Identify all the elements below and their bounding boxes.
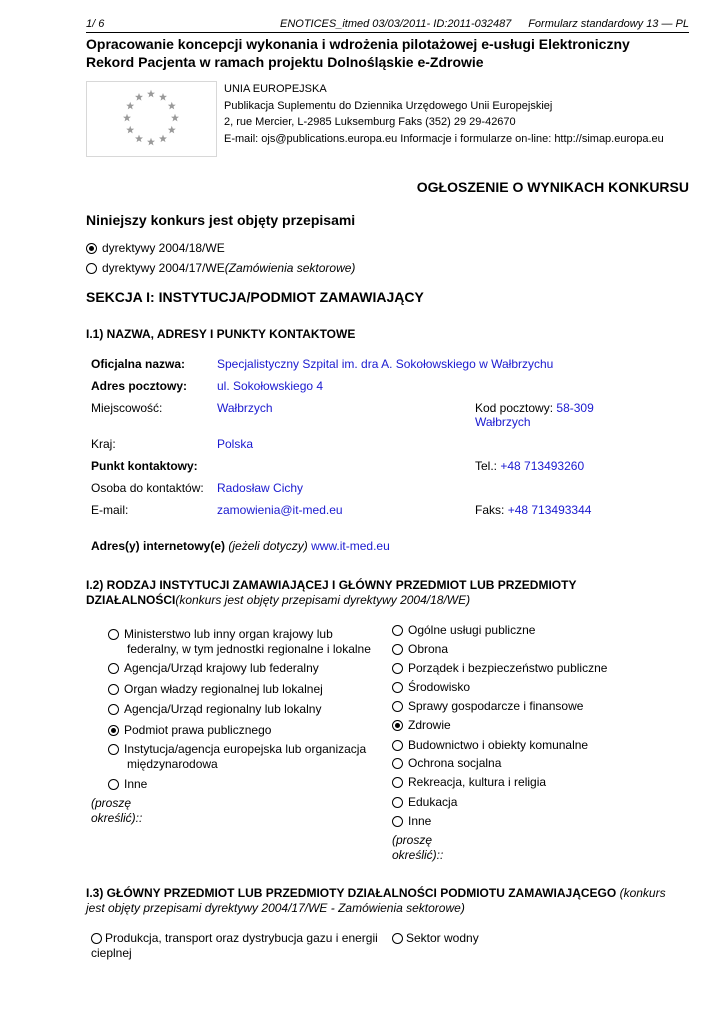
star-icon: [168, 102, 176, 110]
main-activity-option[interactable]: [392, 738, 588, 753]
title-line-2: Rekord Pacjenta w ramach projektu Dolnośląskie e-Zdrowie: [86, 54, 484, 70]
radio-empty-icon[interactable]: [392, 701, 403, 712]
star-icon: [168, 126, 176, 134]
city-value: Wałbrzych: [217, 401, 273, 415]
eu-stars-icon: [87, 82, 216, 156]
activity-type-option[interactable]: [108, 661, 319, 676]
i1-heading: I.1) NAZWA, ADRESY I PUNKTY KONTAKTOWE: [86, 327, 356, 341]
option-label: Obrona: [408, 642, 449, 656]
star-icon: [126, 126, 134, 134]
radio-empty-icon[interactable]: [392, 663, 403, 674]
option-label: Rekreacja, kultura i religia: [408, 775, 547, 789]
star-icon: [159, 135, 167, 143]
option-label: Sprawy gospodarcze i finansowe: [408, 699, 584, 713]
notice-title: OGŁOSZENIE O WYNIKACH KONKURSU: [416, 179, 689, 195]
star-icon: [147, 90, 155, 98]
option-label: Porządek i bezpieczeństwo publiczne: [408, 661, 608, 675]
option-label: Ochrona socjalna: [408, 756, 502, 770]
main-activity-option-selected[interactable]: [392, 718, 451, 733]
option-label: Agencja/Urząd krajowy lub federalny: [124, 661, 319, 675]
i3-note-2: jest objęty przepisami dyrektywy 2004/17/WE - Zamówienia sektorowe): [86, 901, 465, 915]
postal-address-label: Adres pocztowy:: [91, 379, 188, 393]
radio-empty-icon[interactable]: [108, 704, 119, 715]
web-address: [91, 539, 390, 553]
radio-empty-icon[interactable]: [86, 263, 97, 274]
option-label: Organ władzy regionalnej lub lokalnej: [124, 682, 323, 696]
option-label: Budownictwo i obiekty komunalne: [408, 738, 589, 752]
main-activity-option[interactable]: [392, 795, 457, 810]
radio-selected-icon[interactable]: [108, 725, 119, 736]
option-note: (Zamówienia sektorowe): [224, 261, 356, 275]
specify-line-2: określić)::: [91, 811, 143, 825]
star-icon: [135, 93, 143, 101]
star-icon: [171, 114, 179, 122]
star-icon: [147, 138, 155, 146]
main-activity-option[interactable]: [392, 680, 470, 695]
contact-person-label: Osoba do kontaktów:: [91, 481, 204, 495]
radio-empty-icon[interactable]: [392, 644, 403, 655]
activity-type-option[interactable]: [108, 777, 147, 792]
i2-heading-line-2: DZIAŁALNOŚCI: [86, 593, 176, 607]
i2-heading-note: (konkurs jest objęty przepisami dyrektywy 2004/18/WE): [175, 593, 471, 607]
official-name-label: Oficjalna nazwa:: [91, 357, 186, 371]
eu-publication: Publikacja Suplementu do Dziennika Urzędowego Unii Europejskiej: [224, 99, 553, 112]
page-number: 1/ 6: [86, 18, 105, 30]
radio-empty-icon[interactable]: [392, 816, 403, 827]
eu-name: UNIA EUROPEJSKA: [224, 83, 327, 95]
activity-type-option[interactable]: [108, 702, 321, 717]
radio-empty-icon[interactable]: [108, 663, 119, 674]
fax-label: Faks:: [475, 503, 505, 517]
official-name-value: Specjalistyczny Szpital im. dra A. Sokołowskiego w Wałbrzychu: [217, 357, 554, 371]
activity-type-option-selected[interactable]: [108, 723, 271, 738]
radio-empty-icon[interactable]: [108, 629, 119, 640]
phone-value: +48 713493260: [500, 459, 585, 473]
main-activity-option[interactable]: [392, 623, 535, 638]
eu-address: 2, rue Mercier, L-2985 Luksemburg Faks (352) 29 29-42670: [224, 116, 516, 128]
directive-option-2004-17[interactable]: [86, 261, 355, 275]
i2-heading-line-1: I.2) RODZAJ INSTYTUCJI ZAMAWIAJĄCEJ I GŁÓWNY PRZEDMIOT LUB PRZEDMIOTY: [86, 578, 577, 592]
option-label: Inne: [408, 814, 432, 828]
star-icon: [135, 135, 143, 143]
radio-empty-icon[interactable]: [392, 682, 403, 693]
main-activity-option[interactable]: [392, 699, 583, 714]
web-address-value[interactable]: www.it-med.eu: [311, 539, 390, 553]
star-icon: [159, 93, 167, 101]
option-label: Produkcja, transport oraz dystrybucja gazu i energii: [105, 931, 378, 945]
postal-code: [475, 401, 594, 415]
postal-city-value: Wałbrzych: [475, 415, 531, 429]
option-label: Inne: [124, 777, 148, 791]
main-activity-option[interactable]: [392, 775, 546, 790]
section-1-heading: SEKCJA I: INSTYTUCJA/PODMIOT ZAMAWIAJĄCY: [86, 289, 424, 305]
radio-empty-icon[interactable]: [392, 625, 403, 636]
option-label: Zdrowie: [408, 718, 451, 732]
option-label-cont: międzynarodowa: [127, 757, 218, 771]
contact-person-value: Radosław Cichy: [217, 481, 304, 495]
option-label: Sektor wodny: [406, 931, 479, 945]
sector-option[interactable]: [91, 931, 378, 946]
specify-line-1: (proszę: [392, 833, 433, 847]
sector-option[interactable]: [392, 931, 479, 946]
star-icon: [126, 102, 134, 110]
eu-publication-info: [224, 81, 664, 147]
phone: [475, 459, 584, 473]
radio-empty-icon[interactable]: [392, 777, 403, 788]
option-label: dyrektywy 2004/17/WE: [102, 261, 225, 275]
notice-id: ENOTICES_itmed 03/03/2011- ID:2011-032487: [280, 18, 512, 30]
option-label: Ogólne usługi publiczne: [408, 623, 536, 637]
form-name: Formularz standardowy 13 — PL: [528, 18, 689, 30]
postal-code-label: Kod pocztowy:: [475, 401, 554, 415]
i3-heading: [86, 886, 686, 916]
web-address-note: (jeżeli dotyczy): [228, 539, 308, 553]
eu-flag-logo: [86, 81, 217, 157]
header-divider: [86, 32, 689, 33]
radio-selected-icon[interactable]: [392, 720, 403, 731]
activity-type-option[interactable]: [108, 682, 323, 697]
option-label: Instytucja/agencja europejska lub organizacja: [124, 742, 367, 756]
email-label: E-mail:: [91, 503, 129, 517]
radio-empty-icon[interactable]: [108, 684, 119, 695]
country-label: Kraj:: [91, 437, 116, 451]
eu-email: E-mail: ojs@publications.europa.eu Informacje i formularze on-line: http://simap.europa.eu: [224, 132, 664, 145]
directive-heading: Niniejszy konkurs jest objęty przepisami: [86, 212, 356, 228]
radio-empty-icon[interactable]: [392, 740, 403, 751]
city-label: Miejscowość:: [91, 401, 163, 415]
directive-option-2004-18[interactable]: [86, 241, 225, 255]
postal-address-value: ul. Sokołowskiego 4: [217, 379, 324, 393]
star-icon: [123, 114, 131, 122]
radio-empty-icon[interactable]: [392, 758, 403, 769]
option-label: Ministerstwo lub inny organ krajowy lub: [124, 627, 333, 641]
specify-note: [91, 796, 142, 826]
phone-label: Tel.:: [475, 459, 498, 473]
option-label-cont: cieplnej: [91, 946, 132, 960]
radio-empty-icon[interactable]: [392, 797, 403, 808]
fax-value: +48 713493344: [507, 503, 592, 517]
i3-note-1: (konkurs: [619, 886, 666, 900]
i2-heading: [86, 578, 576, 608]
option-label: Środowisko: [408, 680, 471, 694]
option-label: Agencja/Urząd regionalny lub lokalny: [124, 702, 322, 716]
radio-empty-icon[interactable]: [392, 933, 403, 944]
option-label-cont: federalny, w tym jednostki regionalne i lokalne: [127, 642, 371, 656]
postal-code-value: 58-309: [556, 401, 594, 415]
country-value: Polska: [217, 437, 254, 451]
option-label: dyrektywy 2004/18/WE: [102, 241, 225, 255]
radio-empty-icon[interactable]: [108, 744, 119, 755]
main-activity-option[interactable]: [392, 661, 607, 676]
title-line-1: Opracowanie koncepcji wykonania i wdrożenia pilotażowej e-usługi Elektroniczny: [86, 36, 630, 52]
contact-point-label: Punkt kontaktowy:: [91, 459, 198, 473]
option-label: Edukacja: [408, 795, 458, 809]
specify-note: [392, 833, 443, 863]
radio-empty-icon[interactable]: [108, 779, 119, 790]
activity-type-option[interactable]: [108, 742, 366, 757]
document-title: [86, 35, 696, 71]
specify-line-2: określić)::: [392, 848, 444, 862]
i3-heading-text: I.3) GŁÓWNY PRZEDMIOT LUB PRZEDMIOTY DZIAŁALNOŚCI PODMIOTU ZAMAWIAJĄCEGO: [86, 886, 617, 900]
activity-type-option[interactable]: [108, 627, 333, 642]
main-activity-option[interactable]: [392, 814, 431, 829]
email-value[interactable]: zamowienia@it-med.eu: [217, 503, 343, 517]
radio-selected-icon[interactable]: [86, 243, 97, 254]
web-address-label: Adres(y) internetowy(e): [91, 539, 226, 553]
main-activity-option[interactable]: [392, 756, 501, 771]
main-activity-option[interactable]: [392, 642, 448, 657]
specify-line-1: (proszę: [91, 796, 132, 810]
option-label: Podmiot prawa publicznego: [124, 723, 272, 737]
fax: [475, 503, 591, 517]
radio-empty-icon[interactable]: [91, 933, 102, 944]
